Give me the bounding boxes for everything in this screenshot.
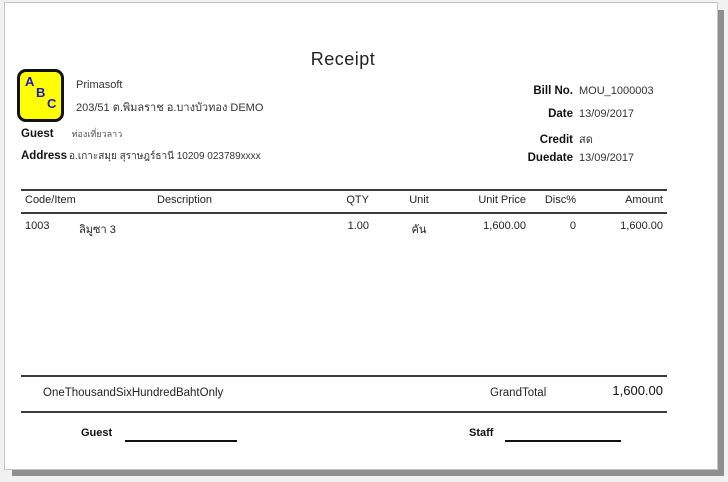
col-header-qty: QTY [346,194,369,206]
staff-signature-line [505,440,621,442]
company-name: Primasoft [76,79,123,91]
table-row [5,220,719,236]
duedate-value: 13/09/2017 [579,152,635,164]
logo-letter-b: B [36,85,46,100]
grand-total-value: 1,600.00 [612,383,663,398]
company-logo [17,69,64,122]
col-header-amount: Amount [625,194,663,206]
receipt-page [4,2,718,470]
duedate-label: Duedate [527,152,573,164]
cell-disc: 0 [569,220,576,232]
table-top-rule [21,189,667,191]
address-row [21,149,261,164]
col-header-description: Description [157,194,213,206]
bill-no-value: MOU_1000003 [579,85,654,97]
date-row [301,108,667,120]
date-label: Date [548,108,573,120]
guest-value: ท่องเที่ยวลาว [71,129,123,139]
cell-amount: 1,600.00 [620,220,663,232]
bill-no-label: Bill No. [533,85,573,97]
credit-row [301,130,667,148]
cell-code: 1003 [25,220,50,232]
guest-signature-line [125,440,237,442]
summary-bottom-rule [21,411,667,413]
col-header-disc: Disc% [544,194,576,206]
table-header-rule [21,212,667,214]
address-value: อ.เกาะสมุย สุราษฎร์ธานี 10209 023789xxxx [69,151,261,162]
grand-total-label: GrandTotal [490,387,547,399]
cell-unit-price: 1,600.00 [483,220,526,232]
credit-label: Credit [539,134,573,146]
amount-in-words: OneThousandSixHundredBahtOnly [43,387,224,399]
address-label: Address [21,150,68,162]
cell-qty: 1.00 [347,220,369,232]
duedate-row [301,152,667,164]
logo-letter-a: A [25,74,35,89]
col-header-code-item: Code/Item [25,194,76,206]
guest-signature-label: Guest [81,427,113,439]
col-header-unit-price: Unit Price [478,194,526,206]
table-header-row [5,194,719,210]
logo-letter-c: C [47,96,57,111]
staff-signature-label: Staff [469,427,494,439]
page-title: Receipt [310,49,376,69]
guest-label: Guest [21,128,54,140]
company-address: 203/51 ต.พิมลราช อ.บางบัวทอง DEMO [76,102,264,114]
bill-no-row [301,85,667,97]
guest-row [21,127,122,141]
date-value: 13/09/2017 [579,108,635,120]
cell-item-name: ลิมูซา 3 [79,224,116,236]
cell-unit: คัน [411,224,427,236]
credit-value: สด [579,134,593,146]
summary-top-rule [21,375,667,377]
col-header-unit: Unit [409,194,429,206]
